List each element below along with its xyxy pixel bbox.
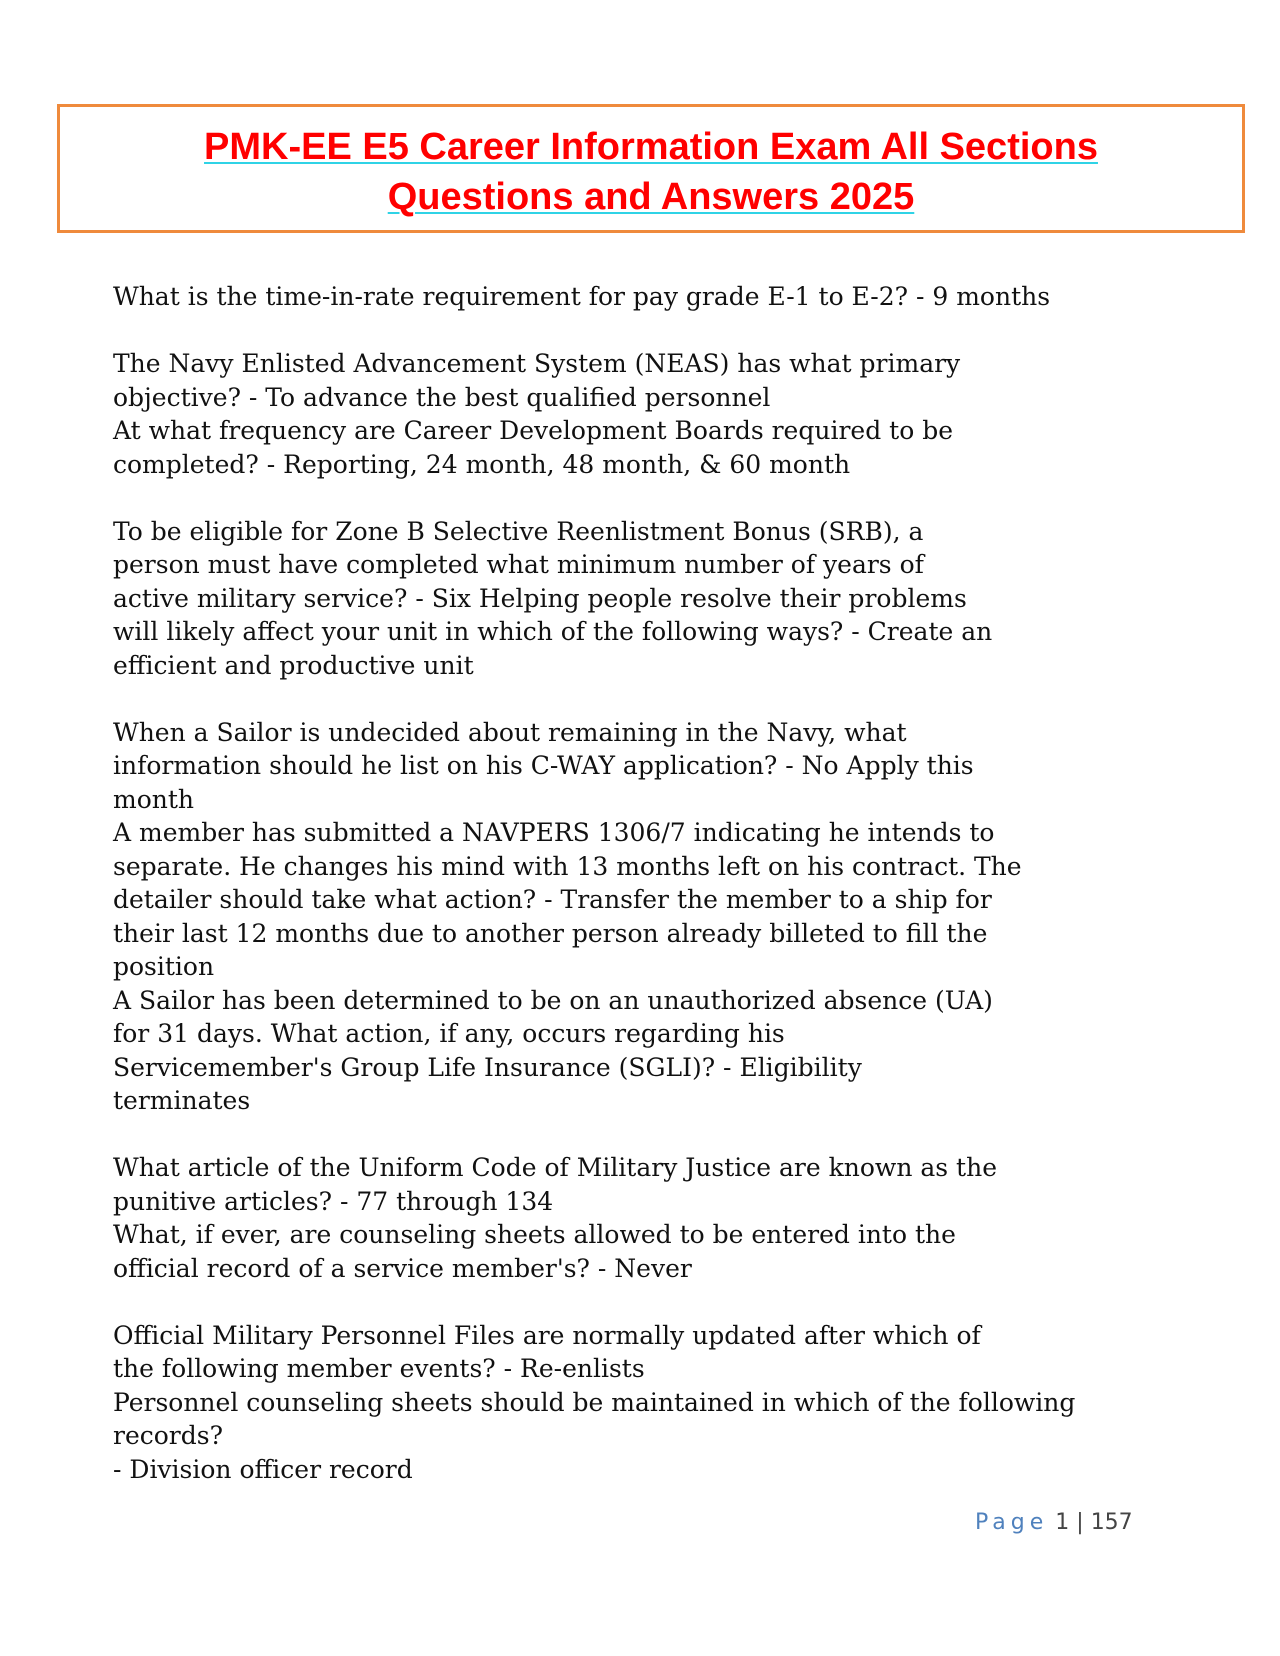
- text-line: What is the time-in-rate requirement for pay grade E-1 to E-2? - 9 months: [113, 282, 1051, 311]
- text-line: separate. He changes his mind with 13 months left on his contract. The: [113, 851, 1022, 881]
- text-line: Servicemember's Group Life Insurance (SGLI)? - Eligibility: [113, 1052, 862, 1082]
- text-line: the following member events? - Re-enlists: [113, 1354, 645, 1383]
- page-footer: [975, 1508, 1133, 1538]
- text-line: position: [113, 952, 215, 981]
- document-body: [113, 280, 1243, 1486]
- text-line: - Division officer record: [113, 1454, 413, 1484]
- text-line: terminates: [113, 1086, 251, 1115]
- text-line: Personnel counseling sheets should be maintained in which of the following: [113, 1387, 1076, 1417]
- text-line: will likely affect your unit in which of the following ways? - Create an: [113, 617, 993, 646]
- paragraph-gap: [113, 1118, 1243, 1152]
- text-line: The Navy Enlisted Advancement System (NEAS) has what primary: [113, 349, 961, 378]
- page-separator: |: [1076, 1510, 1084, 1535]
- text-line: Official Military Personnel Files are normally updated after which of: [113, 1320, 981, 1350]
- text-line: efficient and productive unit: [113, 650, 474, 680]
- text-line: completed? - Reporting, 24 month, 48 month, & 60 month: [113, 449, 851, 479]
- text-line: To be eligible for Zone B Selective Reenlistment Bonus (SRB), a: [113, 516, 924, 546]
- text-line: records?: [113, 1421, 223, 1450]
- text-line: What article of the Uniform Code of Military Justice are known as the: [113, 1153, 997, 1182]
- text-line: objective? - To advance the best qualified personnel: [113, 382, 771, 412]
- title-box: [57, 104, 1245, 233]
- text-line: A member has submitted a NAVPERS 1306/7 indicating he intends to: [113, 818, 995, 847]
- page-number: 1: [1055, 1510, 1070, 1535]
- paragraph-gap: [113, 314, 1243, 348]
- paragraph-gap: [113, 682, 1243, 716]
- text-line: for 31 days. What action, if any, occurs regarding his: [113, 1019, 785, 1048]
- text-line: A Sailor has been determined to be on an unauthorized absence (UA): [113, 985, 993, 1015]
- text-line: detailer should take what action? - Transfer the member to a ship for: [113, 885, 992, 914]
- text-line: active military service? - Six Helping people resolve their problems: [113, 583, 967, 613]
- paragraph-gap: [113, 481, 1243, 515]
- document-title-line-1: PMK-EE E5 Career Information Exam All Sections: [204, 126, 1098, 168]
- document-title-line-2: Questions and Answers 2025: [387, 176, 915, 218]
- text-line: punitive articles? - 77 through 134: [113, 1186, 554, 1216]
- text-line: information should he list on his C-WAY application? - No Apply this: [113, 751, 974, 780]
- text-line: When a Sailor is undecided about remaining in the Navy, what: [113, 717, 907, 747]
- text-line: their last 12 months due to another person already billeted to fill the: [113, 918, 988, 948]
- text-line: person must have completed what minimum number of years of: [113, 550, 924, 579]
- text-line: At what frequency are Career Development Boards required to be: [113, 416, 953, 445]
- text-line: What, if ever, are counseling sheets allowed to be entered into the: [113, 1220, 956, 1249]
- text-line: official record of a service member's? - Never: [113, 1253, 692, 1283]
- total-pages: 157: [1090, 1510, 1133, 1535]
- text-line: month: [113, 784, 195, 814]
- page-label: Page: [975, 1510, 1049, 1535]
- paragraph-gap: [113, 1285, 1243, 1319]
